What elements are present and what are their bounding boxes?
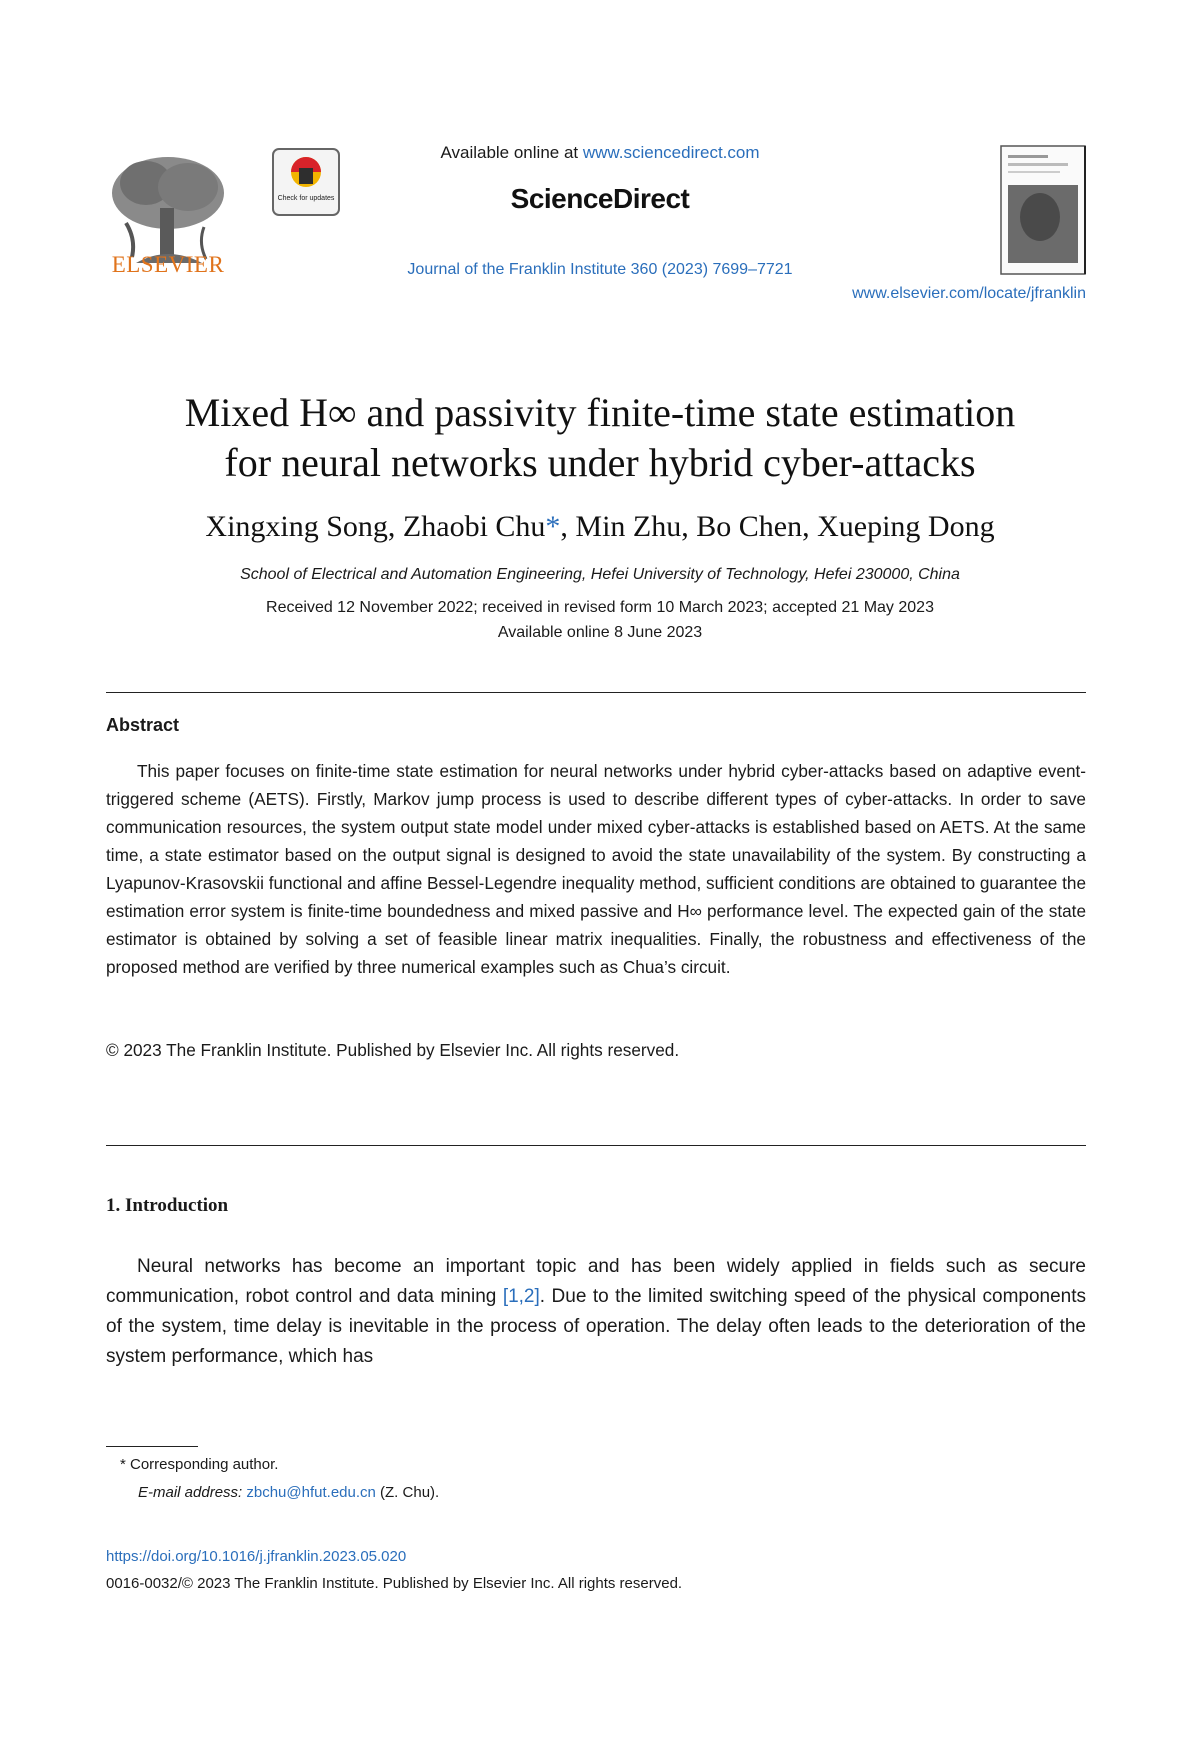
sciencedirect-wordmark: ScienceDirect <box>510 183 690 214</box>
footnote-mark: * <box>120 1456 126 1473</box>
footnote-corresponding <box>120 1456 278 1473</box>
footnote-email <box>138 1484 439 1501</box>
section-heading-introduction: 1. Introduction <box>106 1195 229 1216</box>
footnote-corresponding-text: Corresponding author. <box>125 1456 279 1473</box>
intro-text-before: Neural networks has become an important topic and has been widely applied in fields such as secure communication, robot control and data mining <box>106 1256 1086 1307</box>
journal-homepage-link[interactable]: www.elsevier.com/locate/jfranklin <box>852 285 1086 302</box>
elsevier-wordmark: ELSEVIER <box>111 252 225 277</box>
abstract-copyright: © 2023 The Franklin Institute. Published by Elsevier Inc. All rights reserved. <box>106 1040 680 1060</box>
email-link[interactable]: zbchu@hfut.edu.cn <box>246 1484 376 1501</box>
footnote-rule <box>106 1446 198 1447</box>
email-label: E-mail address: <box>138 1484 247 1501</box>
article-title <box>100 388 1100 488</box>
abstract-heading: Abstract <box>106 715 180 735</box>
authors-after: , Min Zhu, Bo Chen, Xueping Dong <box>560 510 995 543</box>
introduction-paragraph <box>106 1252 1086 1372</box>
abstract-bottom-rule <box>106 1145 1086 1146</box>
journal-reference-link[interactable]: Journal of the Franklin Institute 360 (2023) 7699–7721 <box>407 261 793 278</box>
citation-link[interactable]: [1,2] <box>502 1286 540 1307</box>
corresponding-author-mark[interactable]: * <box>545 510 561 543</box>
available-online-date: Available online 8 June 2023 <box>497 624 703 641</box>
issn-copyright-line: 0016-0032/© 2023 The Franklin Institute. Published by Elsevier Inc. All rights reserved. <box>106 1575 683 1592</box>
abstract-body: This paper focuses on finite-time state estimation for neural networks under hybrid cyber-attacks based on adaptive event-triggered scheme (AETS). Firstly, Markov jump process is used to describe different types of cyber-attacks. In order to save communication resources, the system output state model under mixed cyber-attacks is established based on AETS. At the same time, a state estimator based on the output signal is designed to avoid the state unavailability of the system. By constructing a Lyapunov-Krasovskii functional and affine Bessel-Legendre inequality method, sufficient conditions are obtained to guarantee the estimation error system is finite-time boundedness and mixed passive and H∞ performance level. The expected gain of the state estimator is obtained by solving a set of feasible linear matrix inequalities. Finally, the robustness and effectiveness of the proposed method are verified by three numerical examples such as Chua’s circuit. <box>106 761 1087 977</box>
available-prefix: Available online at <box>440 143 583 162</box>
check-for-updates-badge[interactable] <box>272 148 340 216</box>
email-suffix: (Z. Chu). <box>375 1484 440 1501</box>
doi-link[interactable]: https://doi.org/10.1016/j.jfranklin.2023.05.020 <box>106 1548 407 1565</box>
title-line-2: for neural networks under hybrid cyber-attacks <box>224 440 976 485</box>
affiliation: School of Electrical and Automation Engineering, Hefei University of Technology, Hefei 230000, China <box>240 566 960 583</box>
intro-text-after: . Due to the limited switching speed of the physical components of the system, time delay is inevitable in the process of operation. The delay often leads to the deterioration of the system performance, which has <box>106 1286 1087 1367</box>
available-online-line <box>380 143 820 163</box>
journal-cover-thumbnail[interactable] <box>1000 145 1086 275</box>
author-list <box>100 510 1100 544</box>
authors-before: Xingxing Song, Zhaobi Chu <box>205 510 546 543</box>
svg-text:Check for updates: Check for updates <box>277 195 335 202</box>
title-line-1: Mixed H∞ and passivity finite-time state estimation <box>184 390 1016 435</box>
received-dates: Received 12 November 2022; received in revised form 10 March 2023; accepted 21 May 2023 <box>266 599 934 616</box>
abstract-top-rule <box>106 692 1086 693</box>
sciencedirect-link[interactable]: www.sciencedirect.com <box>582 143 760 162</box>
